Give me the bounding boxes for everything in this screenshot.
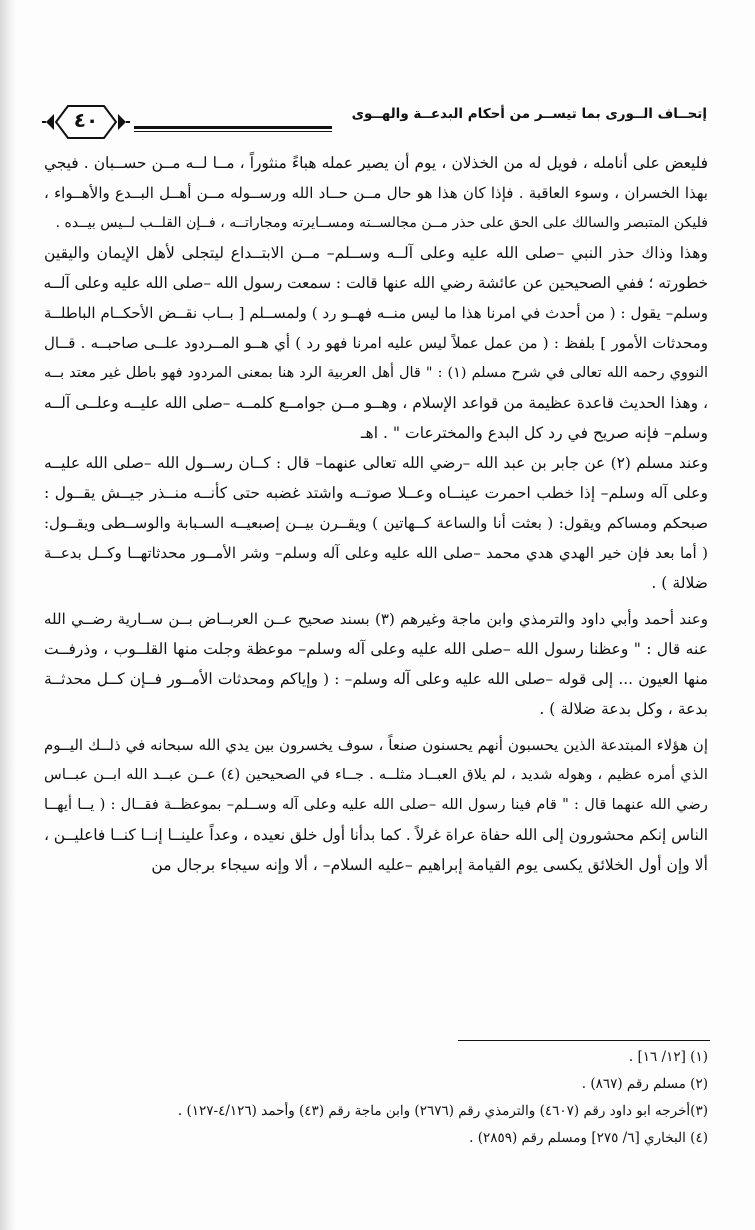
header-rule [134,126,332,132]
text-line: وعند مسلم (٢) عن جابر بن عبد الله –رضي الله تعالى عنهما– قال : كــان رســول الله –صلى الله عليــه [44,454,708,472]
text-line: وهذا وذاك حذر النبي –صلى الله عليه وعلى آلــه وســلم– مــن الابتــداع ليتجلى لأهل الإيمان واليقين [44,244,708,262]
text-line: صبحكم ومساكم ويقول: ( بعثت أنا والساعة كــهاتين ) ويقــرن بيــن إصبعيــه السـبابة والوســطى ويقــول: [44,514,708,532]
text-line: ( أما بعد فإن خير الهدي هدي محمد –صلى الله عليه وعلى آله وسلم– وشر الأمــور محدثاتهــا وكــل بدعــة [44,544,708,562]
book-title: إتحــاف الــورى بما تيســر من أحكام البدعــة والهــوى [351,106,707,122]
text-line: فليعض على أنامله ، فويل له من الخذلان ، يوم أن يصير عمله هباءً منثوراً ، مــا لــه مــن حســبان . فيجي [44,154,708,172]
text-line: ألا وإن أول الخلائق يكسى يوم القيامة إبراهيم –عليه السلام– ، ألا وإنه سيجاء برجال من [151,856,708,874]
text-line: وسلم– فإنه صريح في رد كل البدع والمخترعات " . اهـ [360,424,708,442]
text-line: بدعة ، وكل بدعة ضلالة ) . [539,700,708,718]
text-line: رضي الله عنهما قال : " قام فينا رسول الله –صلى الله عليه وعلى آله وســلم– بموعظــة فقــال : ( يــا أيهــا [44,796,708,813]
text-line: منها العيون ... إلى قوله –صلى الله عليه وعلى آله وسلم– : ( وإياكم ومحدثات الأمــور فــإن كــل محدثــة [44,670,708,688]
body-text [44,148,708,880]
text-line: وعند أحمد وأبي داود والترمذي وابن ماجة وغيرهم (٣) بسند صحيح عــن العربــاض بــن ســارية رضــي الله [44,610,708,628]
page-number: ٤٠ [73,108,99,132]
footnote: (٣)أخرجه ابو داود رقم (٤٦٠٧) والترمذي رقم (٢٦٧٦) وابن ماجة رقم (٤٣) وأحمد (٤/١٢٦-١٢٧) . [177,1103,708,1119]
text-line: بهذا الخسران ، وسوء العاقبة . فإذا كان هذا هو حال مــن حــاد الله ورســوله مــن أهــل البــدع والأهــواء ، [44,184,708,202]
scan-edge-shadow [0,0,16,1230]
footnote: (١) [١٢/ ١٦] . [628,1049,708,1065]
text-line: خطورته ؛ ففي الصحيحين عن عائشة رضي الله عنها قالت : سمعت رسول الله –صلى الله عليه وعلى آلــه [44,274,708,292]
text-line: إن هؤلاء المبتدعة الذين يحسبون أنهم يحسنون صنعاً ، سوف يخسرون بين يدي الله سبحانه في ذلــك اليــوم [44,736,708,754]
text-line: الذي أمره عظيم ، وهوله شديد ، لم يلاق العبــاد مثلــه . جــاء في الصحيحين (٤) عــن عبــد الله ابــن عبــاس [44,766,708,783]
footnote: (٢) مسلم رقم (٨٦٧) . [581,1076,708,1092]
text-line: فليكن المتبصر والسالك على الحق على حذر مــن مجالســته ومســايرته ومجاراتــه ، فــإن القلــب لــيس بيــده . [55,215,708,231]
footnote-separator [458,1040,710,1041]
text-line: ومحدثات الأمور ] بلفظ : ( من عمل عملاً ليس عليه امرنا فهو رد ) أي هــو المــردود علــى صاحبــه . قــال [44,334,708,352]
text-line: ضلالة ) . [651,574,708,592]
text-line: الناس إنكم محشورون إلى الله حفاة عراة غرلاً . كما بدأنا أول خلق نعيده ، وعداً علينــا إنــا كنــا فاعليــن ، [44,826,708,844]
text-line: النووي رحمه الله تعالى في شرح مسلم (١) : " قال أهل العربية الرد هنا بمعنى المردود فهو باطل غير معتد بــه [44,365,708,381]
page-number-badge [42,102,130,142]
text-line: وعلى آله وسلم– إذا خطب احمرت عينــاه وعــلا صوتــه واشتد غضبه حتى كأنــه منــذر جيــش يقــول : [44,484,708,502]
text-line: وسلم– يقول : ( من أحدث في امرنا هذا ما ليس منــه فهــو رد ) ولمســلم [ بــاب نقــض الأحكــام الباطلــة [44,304,708,322]
footnotes [44,1044,708,1152]
footnote: (٤) البخاري [٦/ ٢٧٥] ومسلم رقم (٢٨٥٩) . [469,1130,708,1146]
text-line: ، وهذا الحديث قاعدة عظيمة من قواعد الإسلام ، وهــو مــن جوامــع كلمــه –صلى الله عليــه وعلــى آلــه [44,394,708,412]
page-header [42,102,707,142]
text-line: عنه قال : " وعظنا رسول الله –صلى الله عليه وعلى آله وسلم– موعظة وجلت منها القلــوب ، وذرفــت [44,640,708,658]
